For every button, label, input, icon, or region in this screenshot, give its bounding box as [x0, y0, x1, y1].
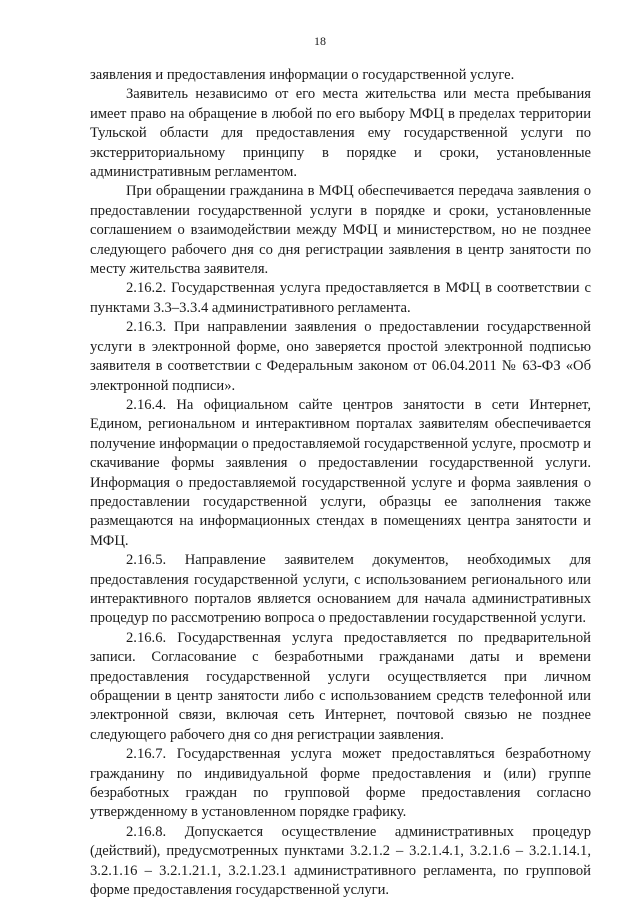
paragraph-2-16-4: 2.16.4. На официальном сайте центров занятости в сети Интернет, Едином, региональном и интерактивном порталах заявителям обеспечивается получение информации о предоставляемой государственной услуге, просмотр и скачивание формы заявления о предоставлении государственной услуги. Информация о предоставляемой государственной услуге и формa заявления о предоставлении государственной услуги, образцы ее заполнения также размещаются на информационных стендах в помещениях центра занятости и МФЦ. [90, 396, 591, 549]
paragraph-2-16-3: 2.16.3. При направлении заявления о предоставлении государственной услуги в электронной форме, оно заверяется простой электронной подписью заявителя в соответствии с Федеральным законом от 06.04.2011 № 63-ФЗ «Об электронной подписи». [90, 319, 591, 394]
paragraph-extraterritorial: Заявитель независимо от его места жительства или места пребывания имеет право на обращение в любой по его выбору МФЦ в пределах территории Тульской области для предоставления ему государственной услуги по экстерриториальному принципу в порядке и сроки, установленные административным регламентом. [90, 86, 591, 181]
paragraph-2-16-7: 2.16.7. Государственная услуга может предоставляться безработному гражданину по индивидуальной форме предоставления и (или) группе безработных граждан по групповой форме предоставления согласно утвержденному в установленном порядке графику. [90, 746, 591, 821]
paragraph-mfc-transfer: При обращении гражданина в МФЦ обеспечивается передача заявления о предоставлении государственной услуги в порядке и сроки, установленные соглашением о взаимодействии между МФЦ и министерством, но не позднее следующего рабочего дня со дня регистрации заявления в центр занятости по месту жительства заявителя. [90, 183, 591, 278]
document-body [90, 66, 591, 900]
paragraph-2-16-6: 2.16.6. Государственная услуга предоставляется по предварительной записи. Согласование с безработными гражданами даты и времени предоставления государственной услуги осуществляется при личном обращении в центр занятости либо с использованием средств телефонной или электронной связи, включая сеть Интернет, почтовой связью не позднее следующего рабочего дня со дня регистрации заявления. [90, 629, 591, 743]
paragraph-2-16-2: 2.16.2. Государственная услуга предоставляется в МФЦ в соответствии с пунктами 3.3–3.3.4 административного регламента. [90, 280, 591, 316]
paragraph-continuation: заявления и предоставления информации о государственной услуге. [90, 67, 515, 83]
paragraph-2-16-5: 2.16.5. Направление заявителем документов, необходимых для предоставления государственной услуги, с использованием регионального или интерактивного порталов является основанием для начала административных процедур по рассмотрению вопроса о предоставлении государственной услуги. [90, 552, 591, 627]
page-number: 18 [314, 34, 326, 48]
paragraph-2-16-8: 2.16.8. Допускается осуществление административных процедур (действий), предусмотренных пунктами 3.2.1.2 – 3.2.1.4.1, 3.2.1.6 – 3.2.1.14.1, 3.2.1.16 – 3.2.1.21.1, 3.2.1.23.1 административного регламента, по групповой форме предоставления государственной услуги. [90, 823, 591, 899]
